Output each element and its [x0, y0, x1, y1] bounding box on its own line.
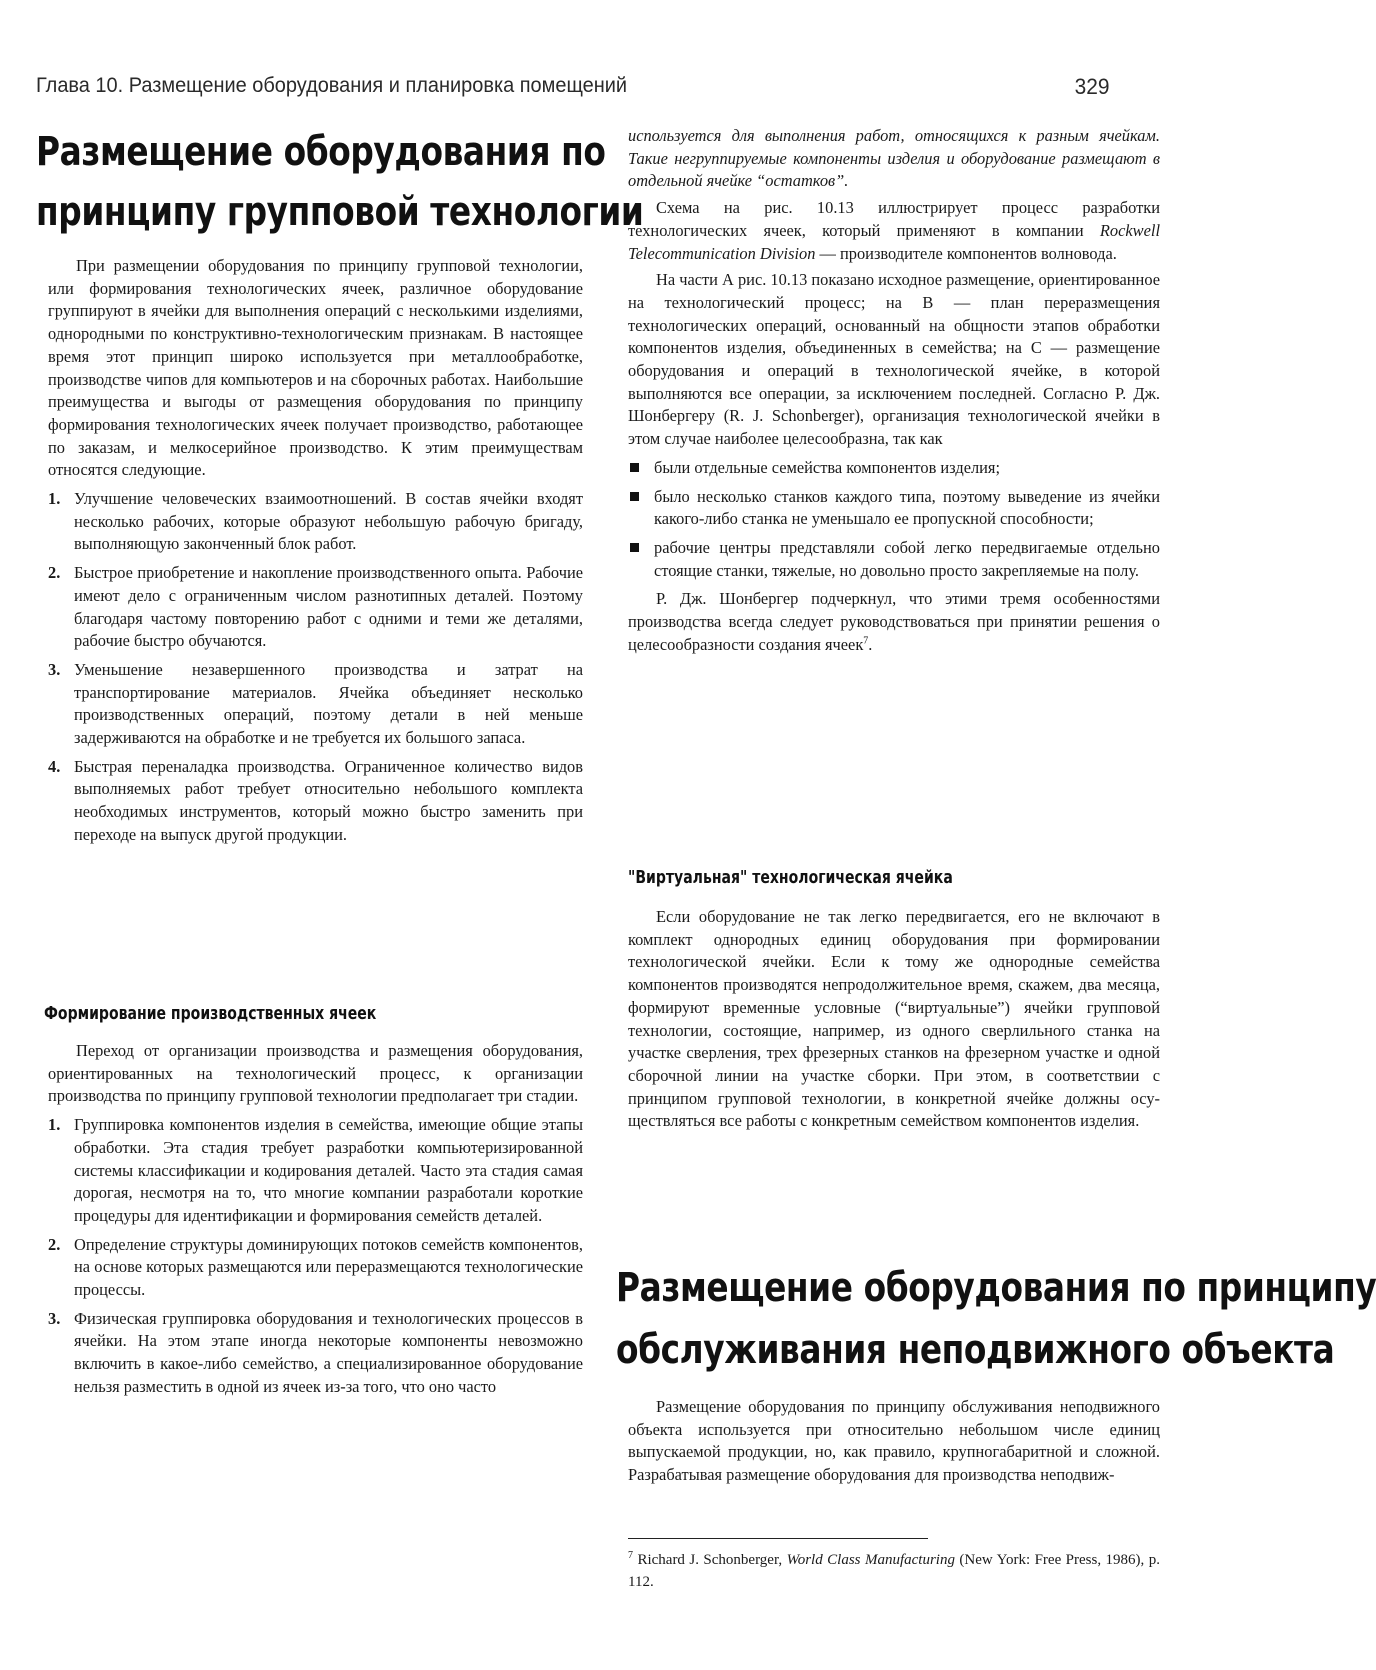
conditions-list: [628, 457, 1160, 583]
chapter-title: Глава 10. Размещение оборудования и планировка помещений: [36, 74, 628, 97]
transition-paragraph: Переход от организации производства и размещения оборудования, ориентированных на технологический процесс, к организации производства по принципу групповой технологии предполагает три стадии.: [48, 1041, 583, 1106]
company-name: Rockwell Telecommunication Division: [628, 220, 1160, 263]
bullet-square-icon: [630, 543, 639, 552]
subheading-virtual-cell: "Виртуальная" технологическая ячейка: [628, 867, 953, 888]
advantages-list: [48, 488, 583, 847]
conclusion-paragraph: Р. Дж. Шонбергер подчеркнул, что этими тремя особенностями производства всегда следует руководствоваться при принятии решения о целесообразности создания ячеек$^7$.: [628, 589, 1160, 654]
fixed-position-paragraph: Размещение оборудования по принципу обслуживания неподвижного объекта используется при относительно небольшом числе единиц выпускаемой продукции, но, как правило, крупногабаритной и сложной. Разрабатывая размещение оборудования для производства неподвиж-: [628, 1397, 1160, 1485]
list-item: 1. Группировка компонентов изделия в семейства, имеющие общие этапы обработки. Эта стадия требует разработки компьютеризированной системы классификации и кодирования деталей. Часто эта стадия самая дорогая, несмотря на то, что многие компании разработали короткие процедуры для идентификации и формирования семейств деталей.: [48, 1115, 583, 1225]
intro-paragraph: При размещении оборудования по принципу групповой технологии, или формирования технологических ячеек, различное оборудование группируют в ячейки для выполнения операций с несколькими изделиями, однородными по конструктивно-технологическим признакам. В настоящее время этот принцип широко используется при металлообработке, производстве чипов для компьютеров и на сборочных работах. Наибольшие преимущества и выгоды от размещения оборудования по принципу формирования технологических ячеек получает производство, работающее по заказам, и мелкосерийное производство. К этим преимуществам относятся следующие.: [48, 256, 583, 480]
list-item: было несколько станков каждого типа, поэтому выведение из ячейки какого-либо станка не уменьшало ее пропускной способности;: [628, 486, 1160, 531]
bullet-square-icon: [630, 463, 639, 472]
list-item: 2. Определение структуры доминирующих потоков семейств компонентов, на основе которых размещаются или переразмещаются технологические процессы.: [48, 1234, 583, 1300]
stages-list: [48, 1114, 583, 1398]
scheme-paragraph: Схема на рис. 10.13 иллюстрирует процесс разработки технологических ячеек, который применяют в компании Rockwell Telecommunication Division — производителе компонентов волновода.: [628, 198, 1160, 263]
footnote-rule: [628, 1538, 928, 1539]
virtual-paragraph: Если оборудование не так легко передвигается, его не включают в комплект однородных единиц оборудования при формировании технологической ячейки. Если к тому же однородные семейства компонентов производятся непродолжительное время, скажем, два месяца, формируют временные условные (“виртуальные”) ячейки групповой технологии, состоящие, например, из одного сверлильного станка на участке сверления, трех фрезерных станков на фрезерном участке и одной сборочной линии на участке сборки. При этом, в соответствии с принципом групповой технологии, в конкретной ячейке должны осуществляться все работы с конкретным семейством компонентов изделия.: [628, 907, 1160, 1131]
continuation-paragraph: используется для выполнения работ, относящихся к разным ячейкам. Такие негруппируемые компоненты изделия и оборудование размещают в отдельной ячейке “остатков”.: [628, 126, 1160, 191]
list-item: были отдельные семейства компонентов изделия;: [628, 457, 1160, 480]
list-item: 4. Быстрая переналадка производства. Ограниченное количество видов выполняемых работ требует относительно небольшого комплекта необходимых инструментов, который можно быстро заменить при переходе на выпуск другой продукции.: [48, 756, 583, 844]
list-item: рабочие центры представляли собой легко передвигаемые отдельно стоящие станки, тяжелые, но довольно просто закрепляемые на полу.: [628, 537, 1160, 582]
subheading-cell-formation: Формирование производственных ячеек: [44, 1003, 377, 1024]
section-heading-group-tech-2: принципу групповой технологии: [36, 189, 644, 235]
list-item: 1. Улучшение человеческих взаимоотношений. В состав ячейки входят несколько рабочих, которые образуют небольшую рабочую бригаду, выполняющую законченный блок работ.: [48, 489, 583, 554]
parts-paragraph: На части А рис. 10.13 показано исходное размещение, ориентированное на технологический процесс; на В — план переразмещения технологических операций, основанный на общности этапов обработки компонентов изделия, объединенных в семейства; на С — размещение оборудования и операций в технологической ячейке, в которой выполняются все операции, за исключением последней. Согласно Р. Дж. Шонбергеру (R. J. Schonberger), организация технологической ячейки в этом случае наиболее целесообразна, так как: [628, 270, 1160, 449]
section-heading-group-tech-1: Размещение оборудования по: [36, 129, 606, 175]
section-heading-fixed-1: Размещение оборудования по принципу: [616, 1265, 1376, 1311]
bullet-square-icon: [630, 492, 639, 501]
list-item: 3. Уменьшение незавершенного производства и затрат на транспортирование материалов. Ячейка объединяет несколько производственных операций, поэтому детали в ней меньше задерживаются на обработке и не требуется их большого запаса.: [48, 659, 583, 748]
footnote-ref: 7: [863, 635, 869, 647]
running-head: [36, 74, 1110, 106]
list-item: 2. Быстрое приобретение и накопление производственного опыта. Рабочие имеют дело с ограниченным числом разнотипных деталей. Поэтому благодаря частому повторению работ с одними и теми же деталями, рабочие быстро обучаются.: [48, 563, 583, 651]
list-item: 3. Физическая группировка оборудования и технологических процессов в ячейки. На этом этапе иногда некоторые компоненты невозможно включить в какое-либо семейство, а специализированное оборудование нельзя разместить в одной из ячеек из-за того, что оно часто: [48, 1308, 583, 1396]
section-heading-fixed-2: обслуживания неподвижного объекта: [616, 1327, 1335, 1373]
page-number: 329: [1074, 74, 1110, 99]
footnote: $^7$ Richard J. Schonberger, World Class Manufacturing (New York: Free Press, 1986), p. 112.: [628, 1538, 1160, 1593]
